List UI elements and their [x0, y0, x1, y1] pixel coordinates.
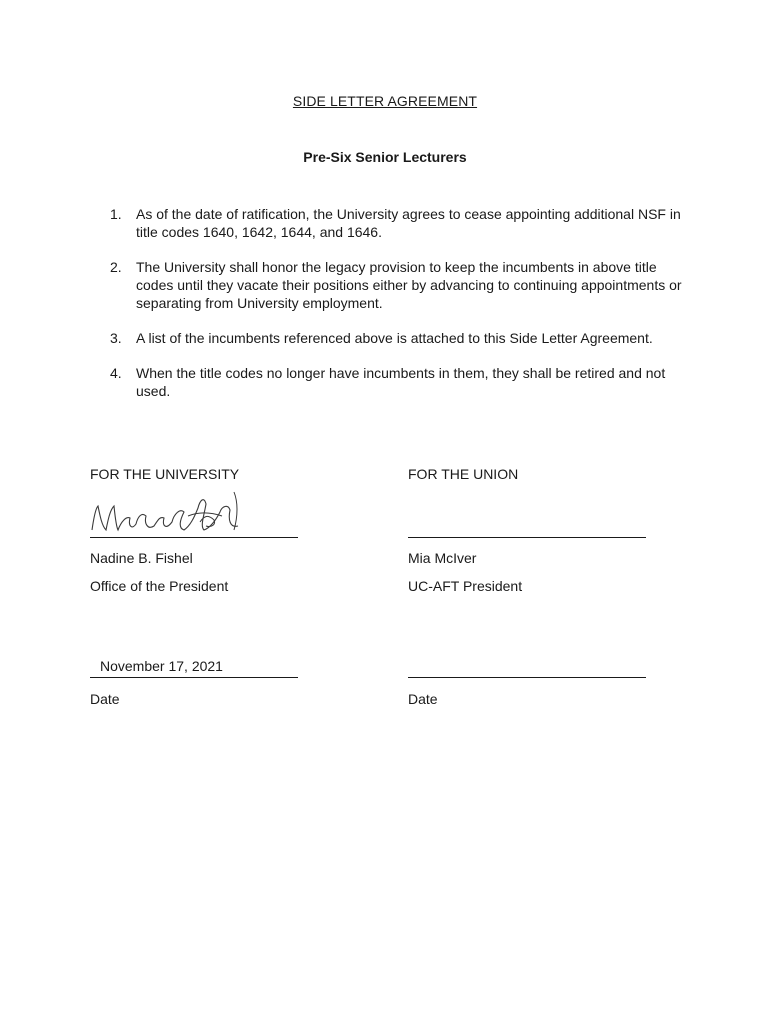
university-date-label: Date	[90, 691, 120, 707]
list-item-number: 1.	[110, 206, 122, 222]
union-signer-name: Mia McIver	[408, 550, 477, 566]
document-subtitle: Pre-Six Senior Lecturers	[303, 149, 467, 165]
list-item	[110, 258, 690, 312]
university-signer-name: Nadine B. Fishel	[90, 550, 193, 566]
list-item	[110, 205, 690, 241]
list-item-number: 3.	[110, 330, 122, 346]
union-signature-line	[408, 537, 646, 538]
document-title: SIDE LETTER AGREEMENT	[292, 93, 478, 109]
university-heading: FOR THE UNIVERSITY	[90, 466, 240, 482]
signature-image	[88, 486, 248, 538]
list-item-number: 4.	[110, 365, 122, 381]
list-item-text: A list of the incumbents referenced above is attached to this Side Letter Agreement.	[136, 330, 653, 346]
union-signer-office: UC-AFT President	[408, 578, 523, 594]
university-signer-office: Office of the President	[90, 578, 229, 594]
list-item-text: The University shall honor the legacy provision to keep the incumbents in above title codes until they vacate their positions either by advancing to continuing appointments or separating from University employment.	[136, 259, 682, 311]
university-date-line	[90, 677, 298, 678]
union-heading: FOR THE UNION	[408, 466, 519, 482]
union-date-line	[408, 677, 646, 678]
university-signature-line	[90, 537, 298, 538]
university-date-value: November 17, 2021	[100, 658, 223, 674]
list-item-text: When the title codes no longer have incumbents in them, they shall be retired and not used.	[136, 365, 666, 399]
list-item	[110, 329, 690, 347]
list-item	[110, 364, 690, 400]
union-date-label: Date	[408, 691, 438, 707]
list-item-text: As of the date of ratification, the University agrees to cease appointing additional NSF in title codes 1640, 1642, 1644, and 1646.	[136, 206, 681, 240]
agreement-list	[110, 205, 690, 417]
list-item-number: 2.	[110, 259, 122, 275]
